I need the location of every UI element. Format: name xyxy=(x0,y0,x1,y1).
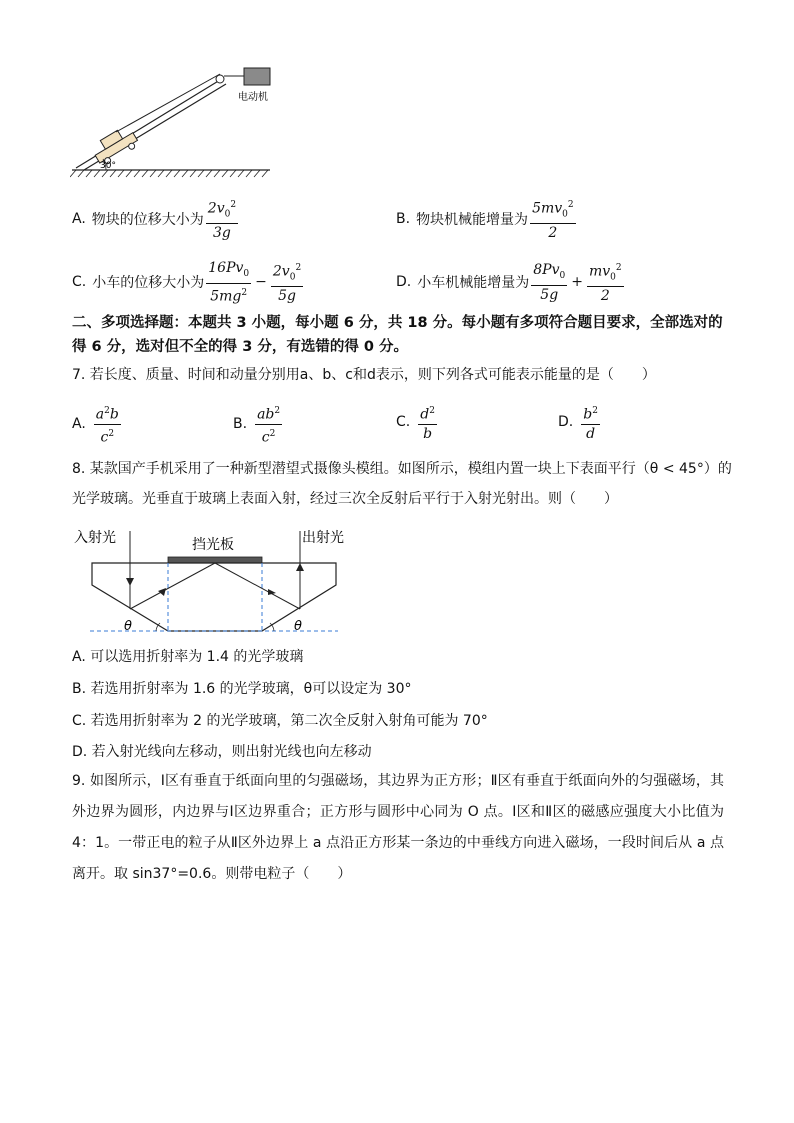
option-label: D. xyxy=(558,414,574,431)
option-label: C. xyxy=(396,414,411,431)
formula: $\frac{a^2b}{c^2}$ xyxy=(94,403,121,445)
formula: $\frac{2v_0^2}{3g}$ xyxy=(206,197,238,241)
q7-option-d xyxy=(558,403,602,442)
option-text: 小车机械能增量为 xyxy=(417,275,530,292)
q8-option-c: C. 若选用折射率为 2 的光学玻璃，第二次全反射入射角可能为 70° xyxy=(72,713,488,729)
q7-option-a xyxy=(72,403,123,445)
formula: $\frac{b^2}{d}$ xyxy=(581,403,600,442)
q8-option-d: D. 若入射光线向左移动，则出射光线也向左移动 xyxy=(72,744,372,760)
q7-option-c xyxy=(396,403,439,442)
option-label: A. xyxy=(72,211,86,228)
theta-left: θ xyxy=(124,619,132,634)
option-label: B. xyxy=(233,416,248,433)
option-text: 小车的位移大小为 xyxy=(92,275,205,292)
q8-option-a: A. 可以选用折射率为 1.4 的光学玻璃 xyxy=(72,649,304,665)
q6-option-b xyxy=(396,197,578,241)
q8-stem-line1: 8. 某款国产手机采用了一种新型潜望式摄像头模组。如图所示，模组内置一块上下表面平行（θ < 45°）的 xyxy=(72,461,732,477)
section-heading: 二、多项选择题：本题共 3 小题，每小题 6 分，共 18 分。每小题有多项符合题目要求，全部选对的得 6 分，选对但不全的得 3 分，有选错的得 0 分。 xyxy=(72,315,723,355)
formula: $\frac{16Pv_0}{5mg^2}$ xyxy=(208,260,250,305)
q6-option-a xyxy=(72,197,240,241)
option-label: D. xyxy=(396,274,412,291)
incline-figure xyxy=(70,62,290,182)
plate-label: 挡光板 xyxy=(192,537,234,553)
formula: $\frac{8Pv_0}{5g}$ xyxy=(533,261,566,303)
option-text: 物块机械能增量为 xyxy=(416,212,529,229)
periscope-figure xyxy=(72,523,352,638)
theta-right: θ xyxy=(294,619,302,634)
option-text: 物块的位移大小为 xyxy=(91,212,204,229)
q8-stem-line2: 光学玻璃。光垂直于玻璃上表面入射，经过三次全反射后平行于入射光射出。则（ ） xyxy=(72,491,618,507)
q6-option-d: D. 小车机械能增量为 $\frac{8Pv_0}{5g}$ + $\frac{mv_0^2}{2}$ xyxy=(396,261,622,305)
out-light-label: 出射光 xyxy=(302,530,344,546)
q8-option-b: B. 若选用折射率为 1.6 的光学玻璃，θ可以设定为 30° xyxy=(72,681,412,697)
motor-label: 电动机 xyxy=(238,92,268,103)
formula: $\frac{ab^2}{c^2}$ xyxy=(255,403,282,445)
formula: $\frac{2v_0^2}{5g}$ xyxy=(271,260,303,304)
option-label: A. xyxy=(72,416,86,433)
formula: $\frac{5mv_0^2}{2}$ xyxy=(530,197,576,241)
q7-stem: 7. 若长度、质量、时间和动量分别用a、b、c和d表示，则下列各式可能表示能量的是（ ） xyxy=(72,367,656,383)
angle-label: 30° xyxy=(100,161,116,171)
option-label: B. xyxy=(396,211,411,228)
q9-stem: 9. 如图所示，Ⅰ区有垂直于纸面向里的匀强磁场，其边界为正方形；Ⅱ区有垂直于纸面向外的匀强磁场，其外边界为圆形，内边界与Ⅰ区边界重合；正方形与圆形中心同为 O 点。Ⅰ区和Ⅱ区的磁感应强度大小比值为 4：1。一带正电的粒子从Ⅱ区外边界上 a 点沿正方形某一条边的中垂线方向进入磁场，一段时间后从 a 点离开。取 sin37°=0.6。则带电粒子（ ） xyxy=(72,773,724,882)
in-light-label: 入射光 xyxy=(74,530,116,546)
formula: $\frac{mv_0^2}{2}$ xyxy=(587,260,624,304)
formula: $\frac{d^2}{b}$ xyxy=(418,403,437,442)
q6-option-c: C. 小车的位移大小为 $\frac{16Pv_0}{5mg^2}$ − $\frac{2v_0^2}{5g}$ xyxy=(72,260,302,305)
option-label: C. xyxy=(72,274,87,291)
q7-option-b xyxy=(233,403,284,445)
